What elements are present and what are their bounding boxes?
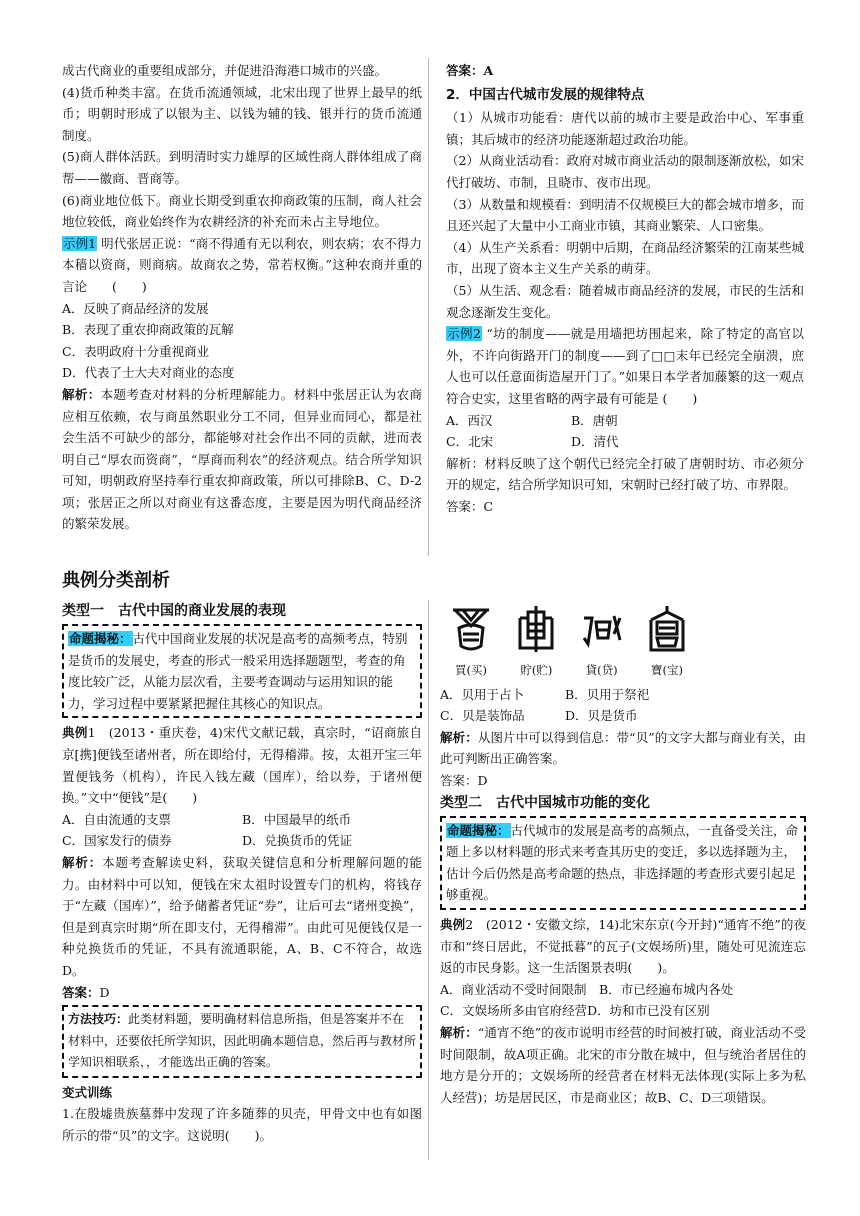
reveal-box <box>62 624 422 718</box>
type-2-title: 类型二 古代中国城市功能的变化 <box>440 794 650 811</box>
reveal-tag: 命题揭秘： <box>447 822 510 838</box>
answer: 答案：C <box>446 498 494 514</box>
question-text: 1 (2013・重庆卷，4)宋代文献记载，真宗时，“诏商旅自京[携]便钱至诸州者，所在即给付，无得稽滞。按，太祖开宝三年置便钱务（机构），许民入钱左藏（国库），给以券，于诸州便换。”文中“便钱”是( ) <box>62 725 422 806</box>
top-right-column <box>446 60 804 517</box>
analysis-text: 从图片中可以得到信息：带“贝”的文字大都与商业有关，由此可判断出正确答案。 <box>440 729 806 767</box>
glyph-label: 寶(宝) <box>650 663 683 677</box>
option: A．商业活动不受时间限制 <box>440 981 587 997</box>
glyph-bao-icon <box>645 604 689 654</box>
options-row <box>62 809 422 831</box>
example-tag: 示例2 <box>447 326 481 342</box>
example-1-question <box>62 233 422 298</box>
example-label: 典例 <box>62 725 88 741</box>
reveal-text: 古代中国商业发展的状况是高考的高频考点，特别是货币的发展史，考查的形式一般采用选择题题型，考查的角度比较广泛，从能力层次看，主要考查调动与运用知识的能力，学习过程中要紧紧把握住其核心的知识点。 <box>68 631 408 711</box>
text-line: (4)货币种类丰富。在货币流通领域，北宋出现了世界上最早的纸币；明朝时形成了以银为主、以钱为辅的钱、银并行的货币流通制度。 <box>62 84 422 143</box>
analysis-label: 解析： <box>440 1024 478 1040</box>
variant-question: 1.在殷墟贵族墓葬中发现了许多随葬的贝壳，甲骨文中也有如图所示的带“贝”的文字。这说明( )。 <box>62 1106 422 1144</box>
options-line <box>440 1000 806 1022</box>
options-line <box>440 979 806 1001</box>
option: B．市已经遍布城内各处 <box>599 981 734 997</box>
options-row <box>440 684 806 706</box>
question-text: “坊的制度——就是用墙把坊围起来，除了特定的高官以外，不许向街路开门的制度——到了□□末年已经完全崩溃，庶人也可以任意面街造屋开门了。”如果日本学者加藤繁的这一观点符合史实，这里省略的两字最有可能是 ( ) <box>446 326 804 406</box>
analysis-label: 解析： <box>440 729 478 745</box>
text-line: 成古代商业的重要组成部分，并促进沿海港口城市的兴盛。 <box>62 63 388 78</box>
option: C．表明政府十分重视商业 <box>62 343 210 359</box>
analysis-text: 本题考查解读史料，获取关键信息和分析理解问题的能力。由材料中可以知，便钱在宋太祖时设置专门的机构，将钱存于“左藏（国库）”，给予储蓄者凭证“券”，让后可去“诸州变换”，但是到真宗时期“所在即支付，无得稽滞”。由此可见便钱仅是一种兑换货币的凭证，不具有流通职能，A、B、C不符合，故选D。 <box>62 854 422 978</box>
section-title: 典例分类剖析 <box>62 570 170 591</box>
point: （2）从商业活动看：政府对城市商业活动的限制逐渐放松，如宋代打破坊、市制，且晓市、夜市出现。 <box>446 153 804 190</box>
type-1-title: 类型一 古代中国的商业发展的表现 <box>62 603 286 619</box>
option: A．反映了商品经济的发展 <box>62 300 209 316</box>
glyph-label: 貯(贮) <box>520 663 553 677</box>
analysis: 解析：材料反映了这个朝代已经完全打破了唐朝时坊、市必须分开的规定，结合所学知识可知，宋朝时已经打破了坊、市界限。 <box>446 455 804 493</box>
point: （1）从城市功能看：唐代以前的城市主要是政治中心、军事重镇；其后城市的经济功能逐渐超过政治功能。 <box>446 110 804 147</box>
option: B．唐朝 <box>571 412 618 428</box>
glyph-mai <box>444 604 498 682</box>
reveal-box <box>440 816 806 910</box>
example-label: 典例 <box>440 916 466 932</box>
method-text: 此类材料题，要明确材料信息所指，但是答案并不在材料中，还要依托所学知识，因此明确本题信息，然后再与教材所学知识相联系，，才能选出正确的答案。 <box>68 1012 417 1070</box>
analysis <box>62 384 422 535</box>
option: D．清代 <box>571 434 619 450</box>
option: B．贝用于祭祀 <box>565 686 650 702</box>
reveal-text: 古代城市的发展是高考的高频点，一直备受关注，命题上多以材料题的形式来考查其历史的变迁，多以选择题为主，估计今后仍然是高考命题的热点，非选择题的考查形式要引起足够重视。 <box>446 822 799 903</box>
reveal-tag: 命题揭秘： <box>69 631 132 646</box>
question-text: 明代张居正说：“商不得通有无以利农，则农病；农不得力本穑以资商，则商病。故商农之势，常若权衡。”这种农商并重的言论 ( ) <box>62 235 422 294</box>
example-question <box>440 914 806 979</box>
analysis-text: “通宵不绝”的夜市说明市经营的时间被打破，商业活动不受时间限制，故A项正确。北宋的市分散在城中，但与统治者居住的地方是分开的；文娱场所的经营者在材料无法体现(实际上多为私人经营)；坊是居民区，市是商业区；故B、C、D三项错误。 <box>440 1024 806 1105</box>
method-box <box>62 1005 422 1078</box>
glyph-bao <box>640 604 694 682</box>
glyph-label: 貸(贷) <box>585 663 618 677</box>
top-left-column <box>62 60 422 535</box>
analysis-label: 解析： <box>62 854 103 870</box>
option: C．北宋 <box>446 434 494 450</box>
bottom-right-column <box>440 600 806 1108</box>
answer-value: D <box>99 984 110 1000</box>
answer: 答案：A <box>446 63 494 78</box>
option: B．表现了重农抑商政策的瓦解 <box>62 322 234 338</box>
analysis-text: 本题考查对材料的分析理解能力。材料中张居正认为农商应相互依赖，农与商虽然职业分工不同，但异业而同心，都是社会生活不可缺少的部分，都能够对社会作出不同的贡献，进而表明自己“厚农而资商”，“厚商而利农”的经济观点。结合所学知识可知，明朝政府坚持奉行重农抑商政策，所以可排除B、C、D-2项；张居正之所以对商业有这番态度，主要是因为明代商品经济的繁荣发展。 <box>62 386 422 532</box>
glyph-zhu <box>509 604 563 682</box>
top-divider <box>428 58 429 556</box>
glyph-zhu-icon <box>514 604 558 654</box>
text-line: (5)商人群体活跃。到明清时实力雄厚的区域性商人群体组成了商帮——徽商、晋商等。 <box>62 149 422 186</box>
point: （3）从数量和规模看：到明清不仅规模巨大的都会城市增多，而且还兴起了大量中小工商业市镇，其商业繁荣、人口密集。 <box>446 196 804 234</box>
analysis <box>62 852 422 982</box>
analysis <box>440 727 806 770</box>
option: D．兑换货币的凭证 <box>242 833 353 849</box>
section-heading: 2．中国古代城市发展的规律特点 <box>446 86 645 103</box>
options-row <box>446 410 804 432</box>
options-row <box>62 830 422 852</box>
example-tag: 示例1 <box>63 235 97 251</box>
example-question <box>62 722 422 808</box>
glyph-label: 買(买) <box>455 663 487 677</box>
bottom-left-column <box>62 600 422 1147</box>
answer-label: 答案： <box>62 984 100 1000</box>
analysis-label: 解析： <box>62 386 101 402</box>
glyph-dai-icon <box>580 604 624 654</box>
option: D．代表了士大夫对商业的态度 <box>62 365 235 381</box>
text-line: (6)商业地位低下。商业长期受到重农抑商政策的压制，商人社会地位较低，商业始终作为农耕经济的补充而未占主导地位。 <box>62 192 422 230</box>
options-row <box>446 431 804 453</box>
point: （5）从生活、观念看：随着城市商品经济的发展，市民的生活和观念逐渐发生变化。 <box>446 282 804 320</box>
example-2-question <box>446 323 804 409</box>
option: A．西汉 <box>446 412 493 428</box>
glyph-dai <box>575 604 629 682</box>
option: C．贝是装饰品 <box>440 708 525 724</box>
answer <box>62 982 422 1004</box>
option: D．坊和市已没有区别 <box>587 1003 710 1019</box>
options-row <box>440 705 806 727</box>
answer: 答案：D <box>440 772 488 788</box>
analysis <box>440 1022 806 1108</box>
question-text: 2 (2012・安徽文综，14)北宋东京(今开封)“通宵不绝”的夜市和“终日居此，不觉抵暮”的瓦子(文娱场所)里，随处可见流连忘返的市民身影。这一生活图景表明( )。 <box>440 916 806 976</box>
option: C．文娱场所多由官府经营 <box>440 1003 588 1019</box>
bottom-divider <box>428 600 429 1160</box>
glyph-mai-icon <box>449 604 493 654</box>
variant-title: 变式训练 <box>62 1084 113 1100</box>
option: A．自由流通的支票 <box>62 811 172 827</box>
method-tag: 方法技巧： <box>68 1012 129 1027</box>
option: C．国家发行的债券 <box>62 833 172 849</box>
oracle-bone-glyphs-figure <box>444 604 694 682</box>
point: （4）从生产关系看：明朝中后期，在商品经济繁荣的江南某些城市，出现了资本主义生产关系的萌芽。 <box>446 239 804 277</box>
option: B．中国最早的纸币 <box>242 811 352 827</box>
option: A．贝用于占卜 <box>440 686 525 702</box>
option: D．贝是货币 <box>565 708 638 724</box>
